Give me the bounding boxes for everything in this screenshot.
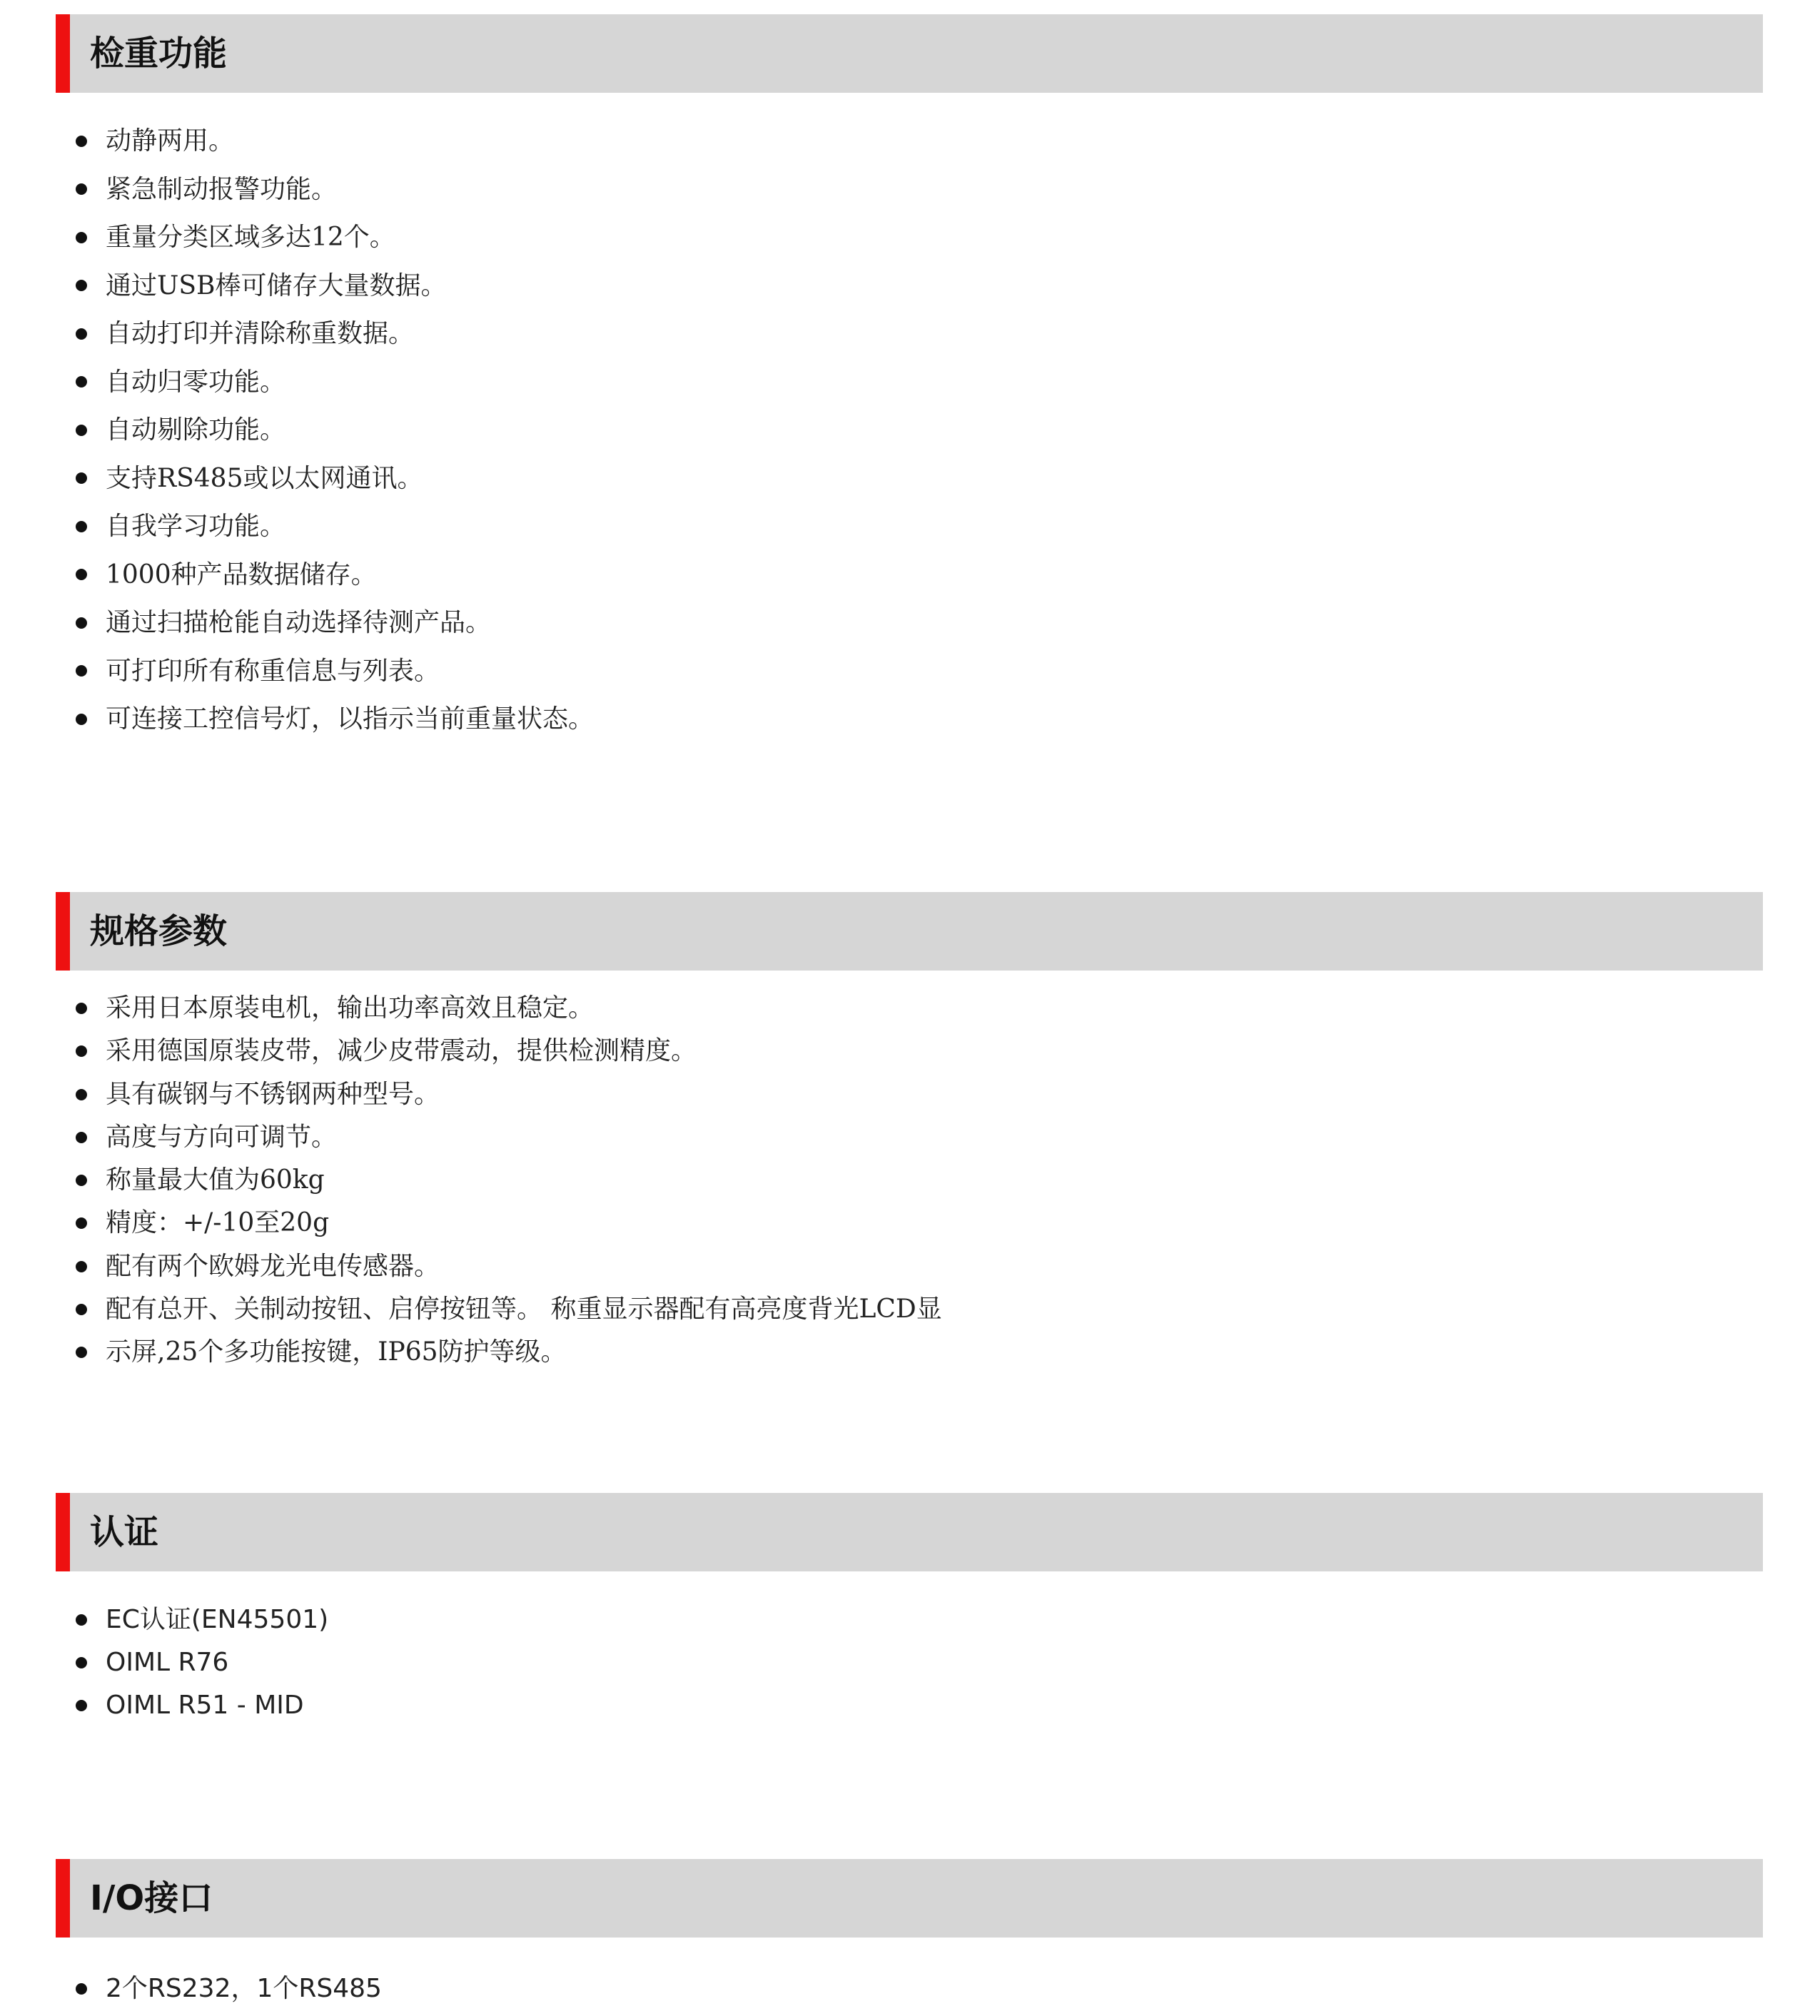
header-accent-bar — [56, 14, 70, 93]
section-title: 认证 — [90, 1512, 159, 1552]
bullet-dot-icon — [76, 1003, 87, 1014]
list-item-text: 2个RS232，1个RS485 — [106, 1974, 382, 2003]
list-item — [0, 1684, 328, 1727]
bullet-dot-icon — [76, 1175, 87, 1186]
list-item-text: 示屏,25个多功能按键，IP65防护等级。 — [106, 1337, 567, 1367]
header-accent-bar — [56, 892, 70, 971]
list-item — [0, 1641, 328, 1684]
list-item-text: 自动打印并清除称重数据。 — [106, 319, 415, 348]
list-item-text: 自我学习功能。 — [106, 512, 286, 541]
bullet-dot-icon — [76, 714, 87, 725]
bullet-dot-icon — [76, 1217, 87, 1229]
list-item-text: 精度：+/-10至20g — [106, 1208, 330, 1238]
list-item-text: 配有两个欧姆龙光电传感器。 — [106, 1251, 440, 1281]
list-item-text: 可打印所有称重信息与列表。 — [106, 656, 440, 686]
list-item-text: 支持RS485或以太网通讯。 — [106, 463, 423, 493]
list-item — [0, 1245, 942, 1288]
bullet-dot-icon — [76, 1614, 87, 1626]
list-item — [0, 1967, 382, 2010]
header-accent-bar — [56, 1493, 70, 1571]
list-item-text: 自动归零功能。 — [106, 367, 286, 397]
bullet-dot-icon — [76, 328, 87, 340]
list-item — [0, 166, 594, 214]
section-header — [56, 892, 1763, 971]
bullet-dot-icon — [76, 1657, 87, 1668]
list-item — [0, 695, 594, 744]
list-item — [0, 310, 594, 358]
list-item — [0, 262, 594, 310]
bullet-dot-icon — [76, 1347, 87, 1358]
section-header — [56, 1859, 1763, 1938]
list-item — [0, 1159, 942, 1202]
list-item — [0, 1116, 942, 1159]
bullet-dot-icon — [76, 1045, 87, 1057]
list-item — [0, 455, 594, 503]
list-item — [0, 1288, 942, 1331]
list-item — [0, 1202, 942, 1245]
bullet-dot-icon — [76, 1089, 87, 1100]
list-item — [0, 502, 594, 551]
feature-list — [0, 117, 594, 744]
list-item — [0, 599, 594, 647]
bullet-dot-icon — [76, 1983, 87, 1995]
list-item — [0, 1073, 942, 1116]
list-item-text: OIML R51 - MID — [106, 1691, 304, 1720]
section-title: 规格参数 — [90, 911, 228, 951]
section-title: 检重功能 — [90, 34, 228, 74]
io-list — [0, 1967, 382, 2010]
bullet-dot-icon — [76, 1700, 87, 1711]
list-item-text: OIML R76 — [106, 1648, 229, 1677]
section-header — [56, 1493, 1763, 1571]
list-item — [0, 213, 594, 262]
list-item — [0, 551, 594, 599]
bullet-dot-icon — [76, 376, 87, 388]
list-item-text: 1000种产品数据储存。 — [106, 559, 377, 589]
bullet-dot-icon — [76, 569, 87, 580]
section-header — [56, 14, 1763, 93]
bullet-dot-icon — [76, 1261, 87, 1272]
bullet-dot-icon — [76, 617, 87, 629]
bullet-dot-icon — [76, 1304, 87, 1315]
list-item-text: 称量最大值为60kg — [106, 1165, 325, 1195]
list-item — [0, 117, 594, 166]
spec-list — [0, 987, 942, 1374]
section-title: I/O接口 — [90, 1878, 213, 1918]
list-item — [0, 647, 594, 696]
bullet-dot-icon — [76, 136, 87, 147]
list-item-text: 可连接工控信号灯，以指示当前重量状态。 — [106, 704, 595, 734]
list-item — [0, 406, 594, 455]
bullet-dot-icon — [76, 183, 87, 195]
list-item-text: 动静两用。 — [106, 126, 235, 156]
list-item — [0, 1030, 942, 1073]
list-item-text: 紧急制动报警功能。 — [106, 174, 338, 204]
list-item-text: 采用日本原装电机，输出功率高效且稳定。 — [106, 993, 595, 1023]
bullet-dot-icon — [76, 521, 87, 532]
list-item-text: EC认证(EN45501) — [106, 1605, 329, 1634]
header-accent-bar — [56, 1859, 70, 1938]
bullet-dot-icon — [76, 472, 87, 484]
bullet-dot-icon — [76, 280, 87, 291]
list-item — [0, 1599, 328, 1641]
list-item-text: 配有总开、关制动按钮、启停按钮等。 称重显示器配有高亮度背光LCD显 — [106, 1294, 942, 1324]
list-item-text: 具有碳钢与不锈钢两种型号。 — [106, 1079, 440, 1109]
bullet-dot-icon — [76, 665, 87, 677]
list-item-text: 重量分类区域多达12个。 — [106, 223, 395, 252]
certification-list — [0, 1599, 328, 1727]
list-item — [0, 1331, 942, 1374]
bullet-dot-icon — [76, 425, 87, 436]
bullet-dot-icon — [76, 1132, 87, 1143]
list-item — [0, 358, 594, 407]
list-item-text: 通过USB棒可储存大量数据。 — [106, 270, 447, 300]
list-item-text: 高度与方向可调节。 — [106, 1122, 338, 1152]
list-item-text: 采用德国原装皮带，减少皮带震动，提供检测精度。 — [106, 1036, 697, 1066]
list-item — [0, 987, 942, 1030]
bullet-dot-icon — [76, 232, 87, 243]
list-item-text: 通过扫描枪能自动选择待测产品。 — [106, 608, 492, 637]
list-item-text: 自动剔除功能。 — [106, 415, 286, 445]
